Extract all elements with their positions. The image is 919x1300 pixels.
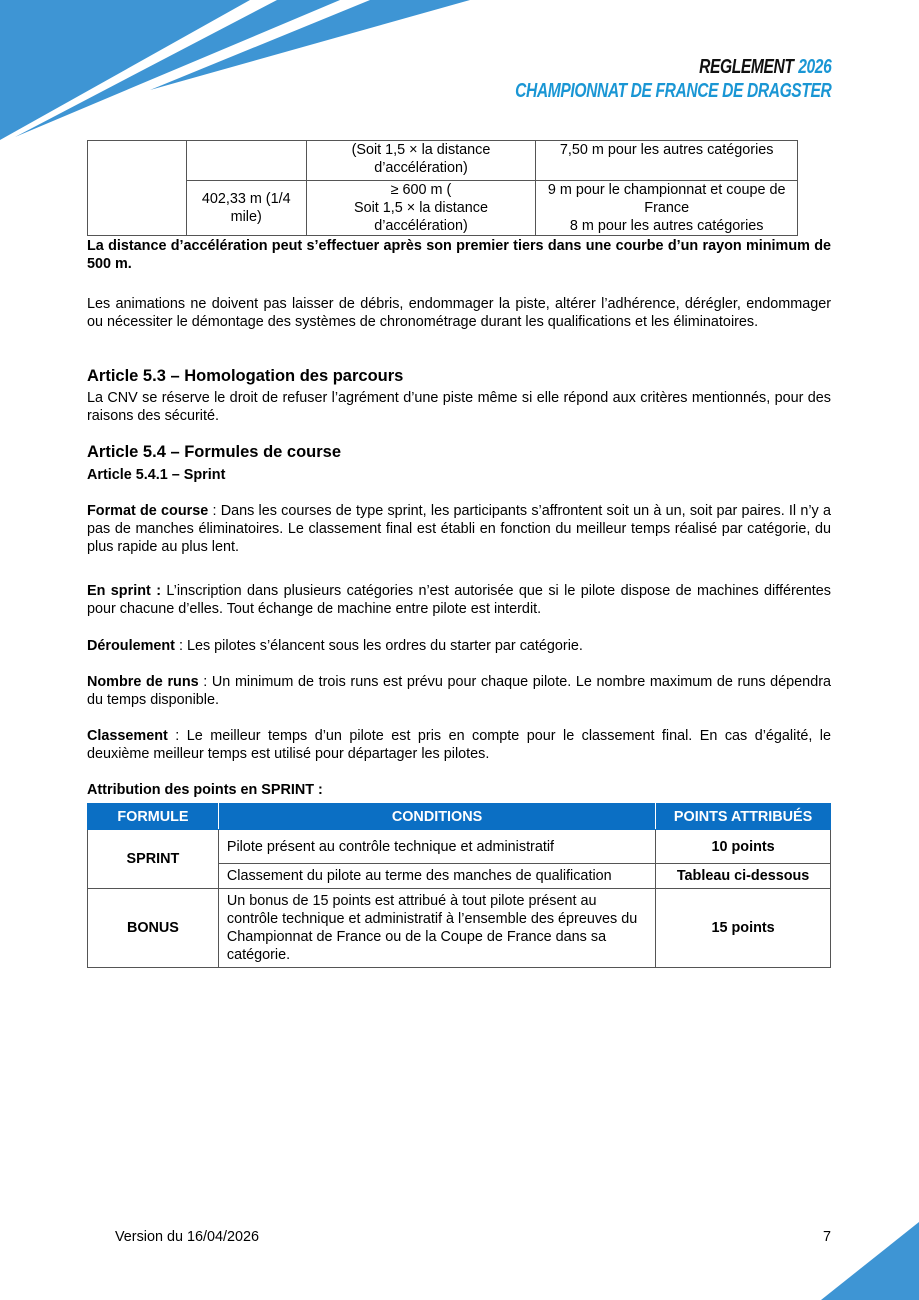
separator: : — [167, 728, 187, 744]
separator: : — [174, 638, 187, 654]
column-header-points: POINTS ATTRIBUÉS — [656, 804, 831, 830]
table-row — [88, 141, 798, 181]
paragraph-deroulement — [87, 637, 831, 655]
table-cell — [88, 141, 187, 236]
paragraph-en-sprint — [87, 582, 831, 618]
footer-version: Version du 16/04/2026 — [115, 1229, 260, 1245]
cell-line: 8 m pour les autres catégories — [569, 218, 764, 234]
table-cell: 402,33 m (1/4 mile) — [186, 181, 306, 236]
paragraph-text: Un minimum de trois runs est prévu pour chaque pilote. Le nombre maximum de runs dépendra du temps disponible. — [87, 674, 831, 708]
table-cell — [536, 181, 798, 236]
formule-cell: BONUS — [88, 889, 219, 968]
header-title-year: 2026 — [797, 56, 831, 78]
points-cell: 15 points — [656, 889, 831, 968]
header-stripes-decoration — [0, 0, 480, 145]
paragraph-label: Classement — [87, 728, 168, 744]
paragraph-label: En sprint : — [87, 583, 161, 599]
article-5-3-text: La CNV se réserve le droit de refuser l’agrément d’une piste même si elle répond aux critères mentionnés, pour des raisons des sécurité. — [87, 390, 831, 424]
conditions-cell: Un bonus de 15 points est attribué à tout pilote présent au contrôle technique et administratif à l’ensemble des épreuves du Championnat de France ou de la Coupe de France dans sa catégorie. — [218, 889, 655, 968]
article-5-4-title: Article 5.4 – Formules de course — [87, 443, 342, 461]
acceleration-note: La distance d’accélération peut s’effectuer après son premier tiers dans une courbe d’un rayon minimum de 500 m. — [87, 238, 831, 272]
table-cell — [306, 181, 536, 236]
separator: : — [208, 503, 221, 519]
paragraph-text: Dans les courses de type sprint, les participants s’affrontent soit un à un, soit par paires. Il n’y a pas de manches éliminatoires. Le classement final est établi en fonction du meilleur temps réalisé par catégorie, du plus rapide au plus lent. — [87, 503, 831, 555]
article-5-3-title: Article 5.3 – Homologation des parcours — [87, 367, 404, 385]
document-header — [515, 55, 831, 103]
points-cell: Tableau ci-dessous — [656, 864, 831, 889]
table-cell — [186, 141, 306, 181]
cell-line: Soit 1,5 × la distance d’accélération) — [354, 200, 488, 234]
paragraph-label: Déroulement — [87, 638, 175, 654]
paragraph-text: Les pilotes s’élancent sous les ordres du starter par catégorie. — [186, 638, 583, 654]
track-specs-table — [87, 140, 798, 236]
points-heading: Attribution des points en SPRINT : — [87, 782, 323, 798]
cell-line: ≥ 600 m ( — [390, 182, 452, 198]
points-cell: 10 points — [656, 830, 831, 864]
column-header-formule: FORMULE — [88, 804, 219, 830]
table-header-row — [88, 804, 831, 830]
paragraph-format-de-course — [87, 502, 831, 556]
column-header-conditions: CONDITIONS — [218, 804, 655, 830]
table-row — [88, 181, 798, 236]
conditions-cell: Pilote présent au contrôle technique et administratif — [218, 830, 655, 864]
table-row — [88, 830, 831, 864]
conditions-cell: Classement du pilote au terme des manches de qualification — [218, 864, 655, 889]
article-5-4-1-title: Article 5.4.1 – Sprint — [87, 467, 226, 483]
header-subtitle: CHAMPIONNAT DE FRANCE DE DRAGSTER — [514, 80, 831, 102]
paragraph-text: L’inscription dans plusieurs catégories n’est autorisée que si le pilote dispose de machines différentes pour chacune d’elles. Tout échange de machine entre pilote est interdit. — [87, 583, 831, 617]
paragraph-text: Le meilleur temps d’un pilote est pris en compte pour le classement final. En cas d’égalité, le deuxième meilleur temps est utilisé pour départager les pilotes. — [87, 728, 831, 762]
animations-paragraph: Les animations ne doivent pas laisser de débris, endommager la piste, altérer l’adhérence, dérégler, endommager ou nécessiter le démontage des systèmes de chronométrage durant les qualifications et les éliminatoires. — [87, 296, 831, 330]
table-cell: 7,50 m pour les autres catégories — [536, 141, 798, 181]
paragraph-label: Format de course — [87, 503, 209, 519]
page-number: 7 — [822, 1229, 831, 1245]
separator: : — [198, 674, 212, 690]
header-title-keyword: REGLEMENT — [698, 56, 794, 78]
paragraph-nombre-de-runs — [87, 673, 831, 709]
cell-line: 9 m pour le championnat et coupe de France — [547, 182, 786, 216]
table-cell: (Soit 1,5 × la distance d’accélération) — [306, 141, 536, 181]
paragraph-label: Nombre de runs — [87, 674, 199, 690]
table-row — [88, 889, 831, 968]
header-title — [515, 55, 831, 79]
paragraph-classement — [87, 727, 831, 763]
formule-cell: SPRINT — [88, 830, 219, 889]
sprint-points-table — [87, 803, 831, 968]
footer-triangle-decoration — [821, 1222, 919, 1300]
